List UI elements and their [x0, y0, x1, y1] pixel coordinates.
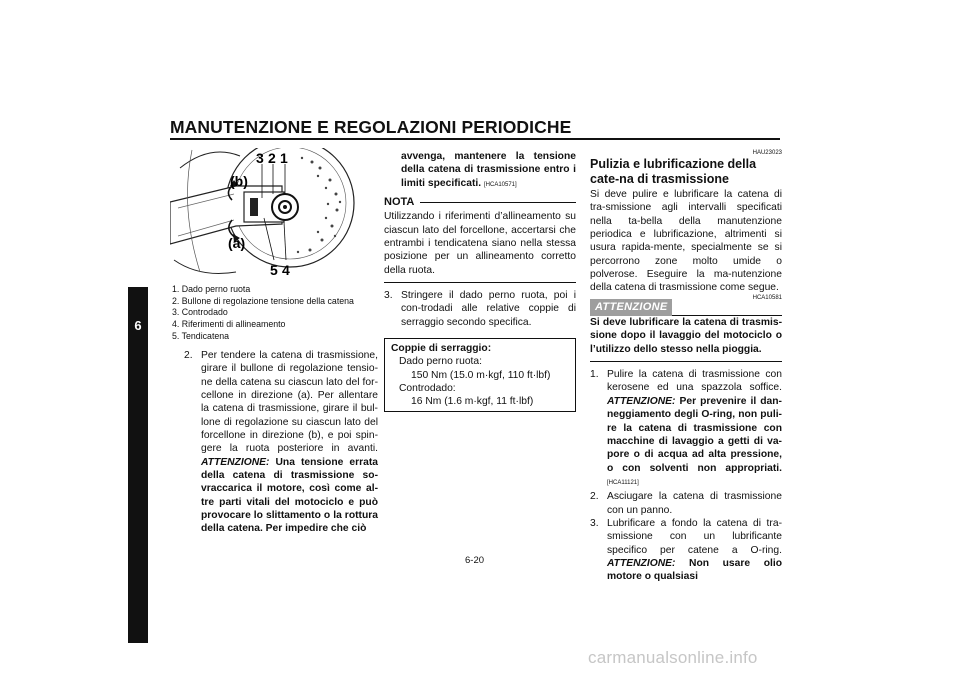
nota-heading: [384, 196, 576, 209]
warning-text: Non usare olio motore o qualsiasi: [607, 557, 782, 583]
step-text: Per tendere la catena di trasmissione, girare il bullone di regolazione tensio-ne della catena su ciascun lato del for-cellone in direzione (a). Per allentare la catena di trasmissione, girare il bul-lone di regolazione su ciascun lato del forcellone in direzione (b), e poi spin-gere la ruota posteriore in avanti.: [201, 350, 378, 455]
step-text: Stringere il dado perno ruota, poi i con-trodadi alle relative coppie di serraggio secondo specifica.: [401, 290, 576, 328]
step-number: 2.: [184, 350, 193, 361]
step-number: 2.: [590, 491, 599, 503]
section-heading: Pulizia e lubrificazione della cate-na di trasmissione: [590, 157, 757, 186]
column-2: [384, 150, 576, 412]
torque-title: Coppie di serraggio:: [391, 343, 492, 355]
caption-item: 4. Riferimenti di allineamento: [172, 319, 286, 330]
warning-label: ATTENZIONE:: [607, 395, 676, 407]
attention-code: HCA10581: [752, 295, 782, 302]
warning-code: [HCA11121]: [607, 479, 639, 486]
nota-label: NOTA: [384, 196, 415, 209]
step-text: Pulire la catena di trasmissione con kerosene ed una spazzola soffice.: [607, 369, 782, 394]
caption-item: 5. Tendicatena: [172, 330, 230, 341]
header-rule: [170, 138, 780, 140]
torque-value-1: 150 Nm (15.0 m·kgf, 110 ft·lbf): [411, 369, 551, 381]
warning-continuation: avvenga, mantenere la tensione della catena di trasmissione entro i limiti specificati.: [401, 151, 576, 189]
caption-item: 2. Bullone di regolazione tensione della catena: [172, 295, 354, 306]
step-number: 3.: [590, 517, 599, 529]
clean-step-1: [590, 368, 782, 490]
fig-label-3: 3: [256, 150, 264, 166]
page-title: MANUTENZIONE E REGOLAZIONI PERIODICHE: [170, 117, 572, 137]
torque-value-2: 16 Nm (1.6 m·kgf, 11 ft·lbf): [411, 395, 534, 407]
figure-caption-list: [172, 284, 354, 343]
step-number: 1.: [590, 369, 599, 381]
torque-label-1: Dado perno ruota:: [399, 356, 483, 368]
step-text: Lubrificare a fondo la catena di tra-smissione con un lubrificante specifico per catene a O-ring.: [607, 517, 782, 556]
watermark: carmanualsonline.info: [588, 648, 758, 667]
section-code: HAU23023: [752, 150, 782, 156]
caption-item: 3. Controdado: [172, 307, 228, 318]
warning-label: ATTENZIONE:: [607, 557, 676, 569]
page-number: 6-20: [465, 555, 485, 566]
fig-label-2: 2: [268, 150, 276, 166]
warning-code: [HCA10571]: [484, 181, 517, 188]
fig-label-a: (a): [228, 235, 246, 251]
step-text: Asciugare la catena di trasmissione con un panno.: [607, 491, 782, 516]
clean-step-2: [590, 490, 782, 517]
fig-label-4: 4: [282, 262, 290, 278]
torque-label-2: Controdado:: [399, 382, 456, 394]
torque-spec-box: [384, 338, 576, 412]
fig-label-b: (b): [230, 173, 248, 189]
nota-rule: [420, 202, 576, 203]
nota-end-rule: [384, 282, 576, 283]
warning-label: ATTENZIONE:: [201, 456, 270, 468]
clean-step-3: [590, 517, 782, 584]
step-3: [384, 289, 576, 329]
caption-item: 1. Dado perno ruota: [172, 284, 251, 294]
chain-adjuster-figure: [170, 148, 366, 278]
step-number: 3.: [384, 290, 393, 302]
fig-label-1: 1: [280, 150, 288, 166]
nota-text: Utilizzando i riferimenti d’allineamento su ciascun lato del forcellone, accertarsi che entrambi i tendicatena siano nella stessa posizione per un allineamento corretto della ruota.: [384, 211, 576, 276]
attention-label: ATTENZIONE: [590, 299, 672, 316]
attention-text: Si deve lubrificare la catena di trasmis-sione dopo il lavaggio del motociclo o l’utilizzo dello stesso nella pioggia.: [590, 317, 782, 355]
attention-end-rule: [590, 361, 782, 362]
warning-text: Per prevenire il dan-neggiamento degli O-ring, non puli-re la catena di trasmissione con macchine di lavaggio a getti di va-pore o di acqua ad alta pressione, o con solventi non appropriati.: [607, 395, 782, 474]
fig-label-5: 5: [270, 262, 278, 278]
column-3: [590, 150, 782, 584]
chapter-number: 6: [134, 318, 142, 333]
chapter-tab: [128, 287, 148, 643]
warning-text: Una tensione errata della catena di trasmissione so-vraccarica il motore, così come al-tre parti vitali del motociclo e può provocare lo slittamento o la rottura della catena. Per impedire che ciò: [201, 456, 378, 535]
section-intro: Si deve pulire e lubrificare la catena di tra-smissione agli intervalli specificati nella ta-bella della manutenzione periodica e lubrificazione, altrimenti si usura rapida-mente, specialmente se si percorrono zone molto umide o polverose. Eseguire la ma-nutenzione della catena di trasmissione come segue.: [590, 189, 782, 294]
step-2: [184, 349, 378, 536]
